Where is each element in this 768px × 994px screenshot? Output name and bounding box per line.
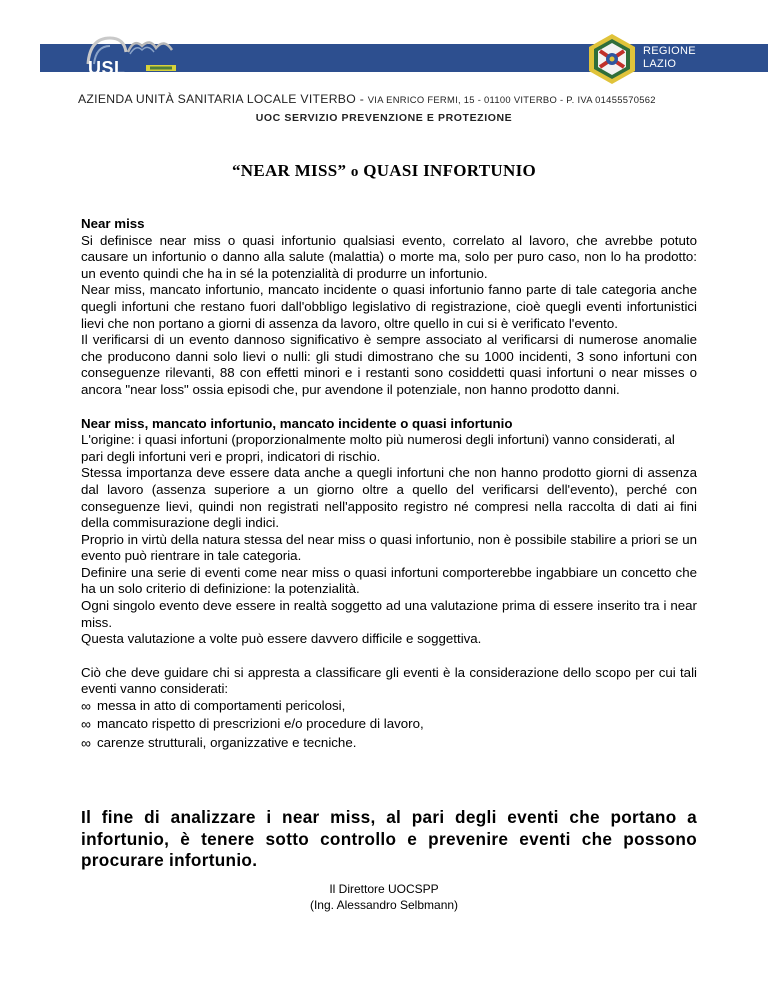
- list-item: ∞ mancato rispetto di prescrizioni e/o procedure di lavoro,: [81, 716, 424, 733]
- region-name: REGIONE LAZIO: [643, 45, 696, 70]
- infinity-bullet-icon: ∞: [81, 734, 91, 751]
- section-heading: Near miss, mancato infortunio, mancato incidente o quasi infortunio: [81, 415, 513, 431]
- criteria-list: [81, 698, 697, 752]
- department-name: UOC SERVIZIO PREVENZIONE E PROTEZIONE: [255, 112, 513, 124]
- paragraph: L'origine: i quasi infortuni (proporzionalmente molto più numerosi degli infortuni) vanno considerati, al pari degli infortuni veri e propri, indicatori di rischio.: [81, 432, 675, 464]
- asl-address: VIA ENRICO FERMI, 15 - 01100 VITERBO - P. IVA 01455570562: [367, 94, 656, 105]
- paragraph: Stessa importanza deve essere data anche a quegli infortuni che non hanno prodotto giorni di assenza dal lavoro (assenza superiore a un giorno oltre a quello del verificarsi dell'evento), perché con conseguenze lievi, quindi non registrati nell'apposito registro né compresi nella raccolta di dati ai fini della commisurazione degli indici.: [81, 465, 697, 531]
- conclusion-statement: Il fine di analizzare i near miss, al pari degli eventi che portano a infortunio, è tenere sotto controllo e prevenire eventi che possono procurare infortunio.: [81, 807, 697, 870]
- paragraph: Ciò che deve guidare chi si appresta a classificare gli eventi è la considerazione dello scopo per cui tali eventi vanno considerati:: [81, 664, 697, 697]
- paragraph: Proprio in virtù della natura stessa del near miss o quasi infortunio, non è possibile stabilire a priori se un evento può rientrare in tale categoria.: [81, 531, 697, 564]
- asl-name: AZIENDA UNITÀ SANITARIA LOCALE VITERBO -: [78, 92, 365, 106]
- document-title: “NEAR MISS” o QUASI INFORTUNIO: [231, 161, 537, 180]
- infinity-bullet-icon: ∞: [81, 698, 91, 715]
- paragraph: Ogni singolo evento deve essere in realtà soggetto ad una valutazione prima di essere inserito tra i near miss.: [81, 598, 697, 630]
- list-item: ∞ carenze strutturali, organizzative e tecniche.: [81, 734, 357, 751]
- list-item: ∞ messa in atto di comportamenti pericolosi,: [81, 698, 346, 715]
- paragraph: Il verificarsi di un evento dannoso significativo è sempre associato al verificarsi di numerose anomalie che producono danni solo lievi o nulli: gli studi dimostrano che su 1000 incidenti, 3 sono infortuni con conseguenze rilevanti, 88 con effetti minori e i restanti sono cosiddetti quasi infortuni o near misses o ancora "near loss" ossia episodi che, pur avendone il potenziale, non hanno prodotto danni.: [81, 332, 697, 397]
- paragraph: Questa valutazione a volte può essere davvero difficile e soggettiva.: [81, 631, 482, 647]
- document-body: [81, 216, 697, 753]
- regione-lazio-seal-icon: [588, 33, 636, 85]
- signature-role: Il Direttore UOCSPP: [329, 882, 439, 896]
- signature-block: [0, 881, 768, 913]
- paragraph: Si definisce near miss o quasi infortunio qualsiasi evento, correlato al lavoro, che avrebbe potuto causare un infortunio o danno alla salute (malattia) o morte ma, solo per puro caso, non lo ha prodotto: un evento quindi che ha in sé la potenzialità di produrre un infortunio.: [81, 232, 697, 281]
- letterhead: [0, 0, 768, 124]
- signature-name: (Ing. Alessandro Selbmann): [309, 898, 459, 912]
- usl-logo-text: USL: [88, 58, 126, 78]
- paragraph: Near miss, mancato infortunio, mancato incidente o quasi infortunio fanno parte di tale categoria anche quegli infortuni che restano fuori dall'obbligo legislativo di registrazione, cioè quegli eventi infortunistici lievi che non portano a giorni di assenza da lavoro, oltre quello in cui si è verificato l'evento.: [81, 282, 697, 331]
- asl-name-line: [78, 92, 656, 106]
- infinity-bullet-icon: ∞: [81, 716, 91, 733]
- section-heading: Near miss: [81, 216, 145, 231]
- paragraph: Definire una serie di eventi come near miss o quasi infortuni comporterebbe ingabbiare un concetto che ha un solo criterio di definizione: la potenzialità.: [81, 564, 697, 597]
